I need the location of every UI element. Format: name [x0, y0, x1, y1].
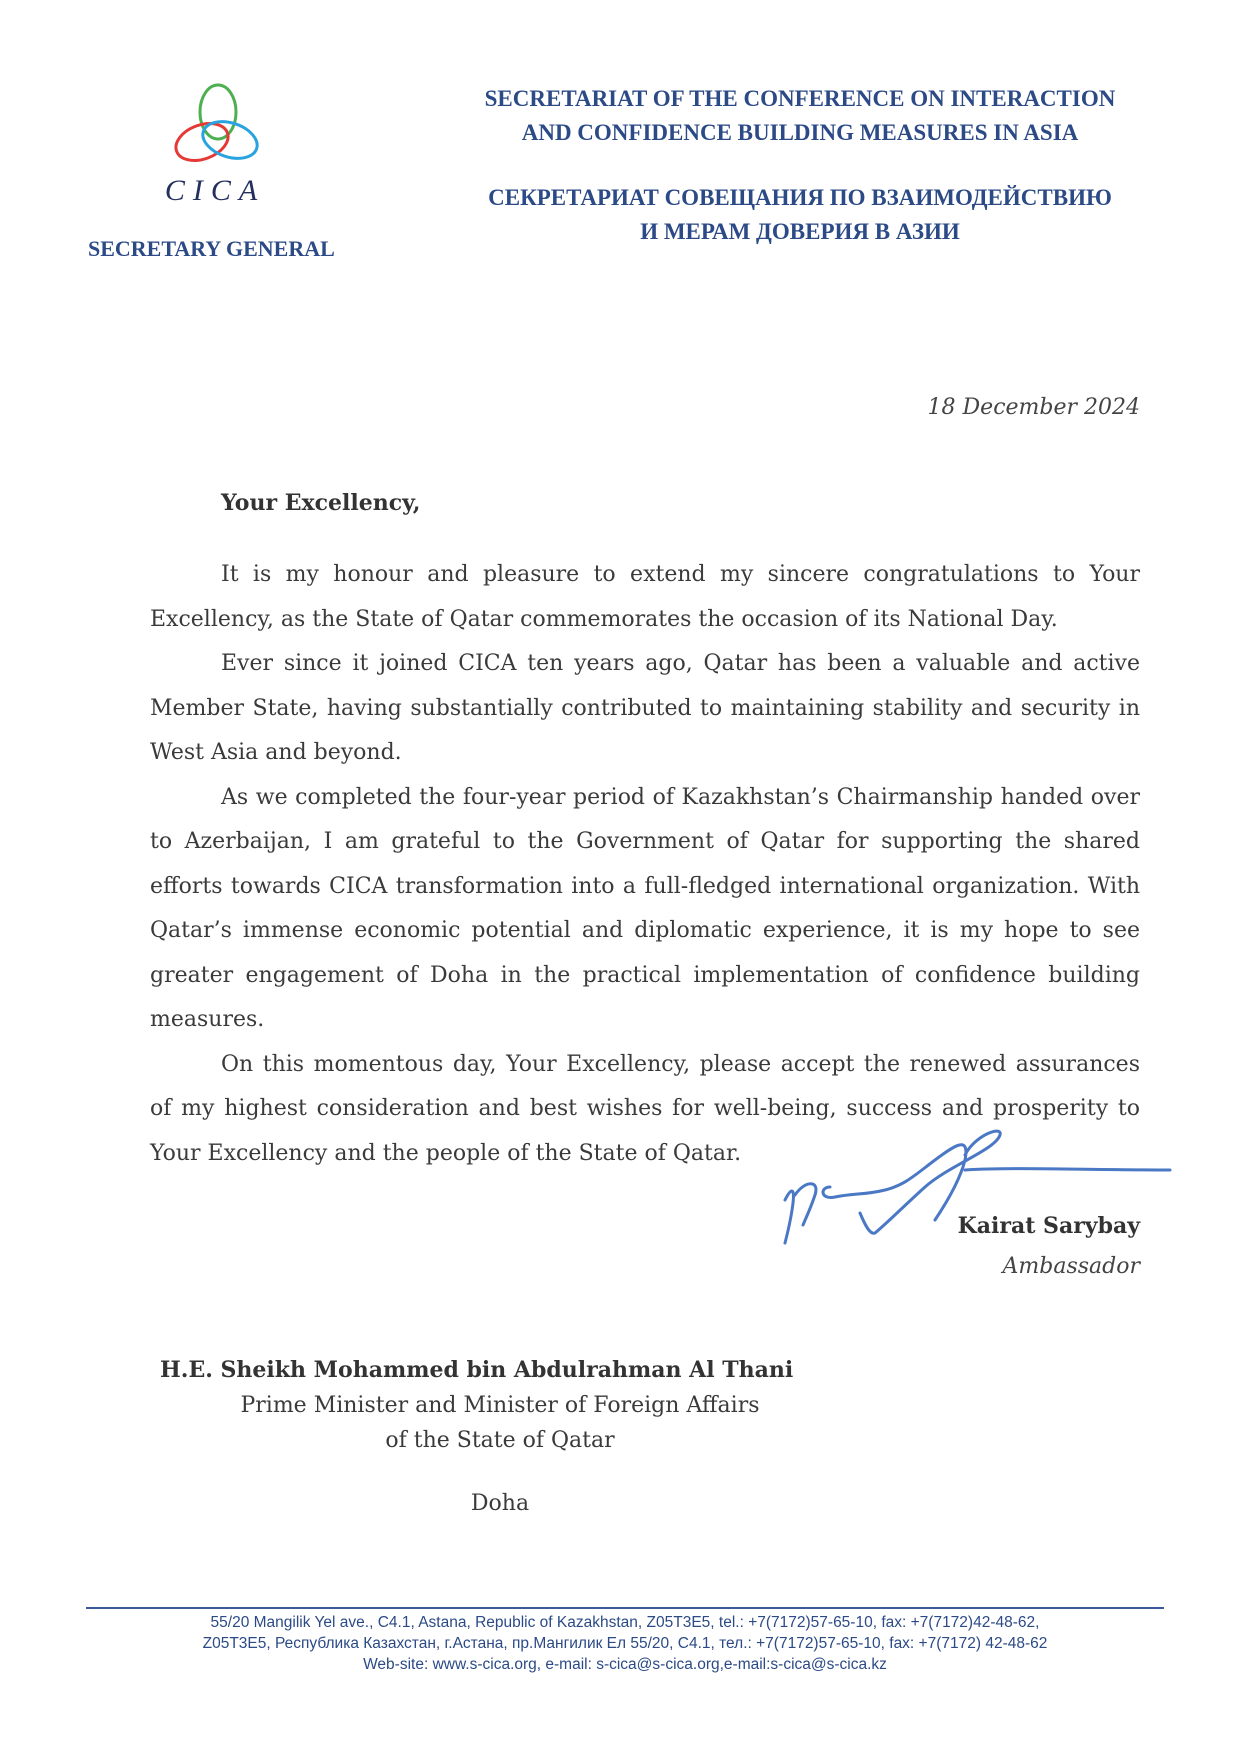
org-name-russian [450, 181, 1150, 249]
addressee-name: H.E. Sheikh Mohammed bin Abdulrahman Al Thani [160, 1357, 794, 1383]
signer-name: Kairat Sarybay [957, 1213, 1140, 1239]
footer-divider [86, 1607, 1164, 1609]
addressee-title: of the State of Qatar [385, 1428, 615, 1453]
paragraph: On this momentous day, Your Excellency, please accept the renewed assurances of my highest consideration and best wishes for well-being, success and prosperity to Your Excellency and the people of the State of Qatar. [150, 1051, 1140, 1166]
logo-text: CICA [164, 174, 266, 207]
salutation: Your Excellency, [221, 490, 421, 516]
office-title: SECRETARY GENERAL [88, 236, 335, 261]
paragraph: Ever since it joined CICA ten years ago, Qatar has been a valuable and active Member State, having substantially contributed to maintaining stability and security in West Asia and beyond. [150, 651, 1140, 765]
org-name-en-line: SECRETARIAT OF THE CONFERENCE ON INTERACTION [484, 86, 1116, 111]
footer-contacts [70, 1612, 1180, 1675]
org-name-en-line: AND CONFIDENCE BUILDING MEASURES IN ASIA [521, 120, 1079, 145]
org-name-ru-line: И МЕРАМ ДОВЕРИЯ В АЗИИ [640, 219, 960, 244]
paragraph: It is my honour and pleasure to extend my sincere congratulations to Your Excellency, as the State of Qatar commemorates the occasion of its National Day. [150, 562, 1140, 632]
addressee-city: Doha [470, 1491, 530, 1516]
footer-address-ru: Z05T3E5, Республика Казахстан, г.Астана, пр.Мангилик Ел 55/20, С4.1, тел.: +7(7172)57-65-10, fax: +7(7172) 42-48-62 [202, 1635, 1048, 1652]
footer-web: Web-site: www.s-cica.org, e-mail: s-cica@s-cica.org,e-mail:s-cica@s-cica.kz [363, 1656, 887, 1673]
signer-title: Ambassador [1002, 1254, 1140, 1279]
addressee-block [160, 1353, 840, 1521]
org-name-english [450, 82, 1150, 150]
addressee-title: Prime Minister and Minister of Foreign Affairs [240, 1393, 760, 1418]
handwritten-signature-icon [765, 1125, 1185, 1265]
org-name-ru-line: СЕКРЕТАРИАТ СОВЕЩАНИЯ ПО ВЗАИМОДЕЙСТВИЮ [488, 185, 1112, 210]
letter-date: 18 December 2024 [927, 395, 1140, 420]
letter-body [150, 553, 1140, 1176]
paragraph: As we completed the four-year period of Kazakhstan’s Chairmanship handed over to Azerbaijan, I am grateful to the Government of Qatar for supporting the shared efforts towards CICA transformation into a full-fledged international organization. With Qatar’s immense economic potential and diplomatic experience, it is my hope to see greater engagement of Doha in the practical implementation of confidence building measures. [150, 784, 1140, 1032]
footer-address-en: 55/20 Mangilik Yel ave., C4.1, Astana, Republic of Kazakhstan, Z05T3E5, tel.: +7(7172)57-65-10, fax: +7(7172)42-48-62, [210, 1614, 1040, 1631]
